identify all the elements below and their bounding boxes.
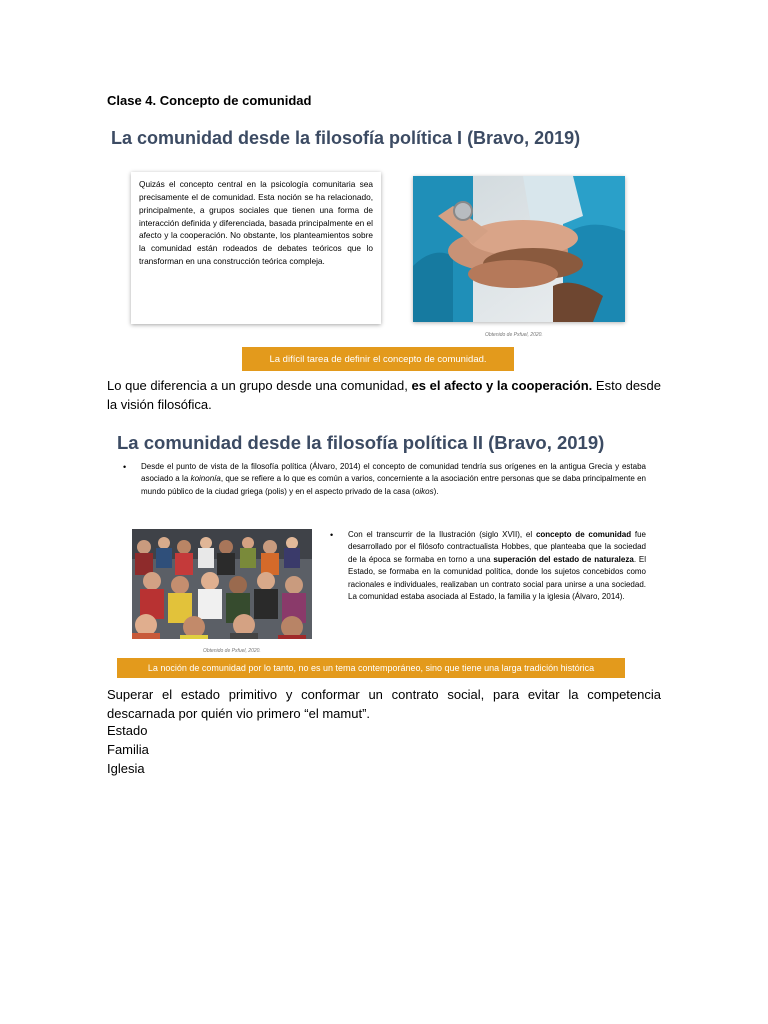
- slide-title: La comunidad desde la filosofía política I (Bravo, 2019): [111, 128, 581, 148]
- bullet-text: ).: [433, 486, 439, 496]
- paragraph-bold-text: es el afecto y la cooperación.: [411, 378, 593, 393]
- paragraph-contrato-social: Superar el estado primitivo y conformar un contrato social, para evitar la competencia descarnada por quién vio primero “el mamut”.: [107, 687, 661, 721]
- image-credit: Obtenido de Pxfuel, 2020.: [203, 648, 261, 654]
- bullet-origenes-grecia: [141, 461, 646, 498]
- bullet-bold-term: superación del estado de naturaleza: [493, 554, 634, 564]
- image-credit: Obtenido de Pxfuel, 2020.: [485, 332, 543, 338]
- paragraph-afecto-cooperacion: [107, 376, 661, 414]
- document-heading: Clase 4. Concepto de comunidad: [107, 93, 312, 108]
- bullet-hobbes-ilustracion: [348, 529, 646, 603]
- list-item-iglesia: Iglesia: [107, 761, 145, 776]
- bullet-text: , que se refiere a lo que es común a varios, concerniente a la asociación entre personas que se daba principalmente en mundo público de la ciudad griega (polis) y en el aspecto privado de la casa (: [141, 474, 646, 496]
- slide-caption-bar: La noción de comunidad por lo tanto, no es un tema contemporáneo, sino que tiene una larga tradición histórica: [117, 658, 625, 678]
- bullet-italic-term: oikos: [414, 486, 434, 496]
- paragraph-text: Esto desde la visión filosófica.: [107, 378, 662, 412]
- slide-title: La comunidad desde la filosofía política II (Bravo, 2019): [117, 432, 605, 453]
- slide-filosofia-politica-2: [107, 428, 647, 684]
- stacked-hands-photo: [413, 176, 625, 322]
- crowd-photo: [132, 529, 312, 639]
- bullet-text: Desde el punto de vista de la filosofía política (Álvaro, 2014) el concepto de comunidad tendría sus orígenes en la antigua Grecia y estaba asociado a la: [141, 462, 646, 484]
- slide-text-box: Quizás el concepto central en la psicología comunitaria sea precisamente el de comunidad. Esta noción se ha relacionado, principalmente, a grupos sociales que tienen una forma de interacción definida y diferenciada, basada principalmente en el afecto y la cooperación. No obstante, los planteamientos sobre la comunidad están rodeados de debates teóricos que lo transforman en una construcción teórica compleja.: [131, 172, 381, 324]
- list-item-familia: Familia: [107, 742, 149, 757]
- bullet-text: fue desarrollado por el filósofo contractualista Hobbes, que planteaba que la sociedad de la época se formaba en torno a una: [348, 530, 647, 564]
- bullet-bold-term: concepto de comunidad: [535, 530, 632, 539]
- bullet-text: . El Estado, se formaba en la comunidad política, donde los sujetos concebidos como racionales e individuales, realizaban un contrato social para unirse a una sociedad. La comunidad estaba asociada al Estado, la familia y la iglesia (Álvaro, 2014).: [348, 554, 647, 601]
- slide-filosofia-politica-1: [107, 122, 647, 372]
- slide-caption-bar: La difícil tarea de definir el concepto de comunidad.: [242, 347, 514, 371]
- list-item-estado: Estado: [107, 723, 148, 738]
- bullet-italic-term: koinonía: [190, 474, 221, 484]
- paragraph-text: Lo que diferencia a un grupo desde una comunidad,: [107, 378, 412, 393]
- bullet-text: Con el transcurrir de la Ilustración (siglo XVII), el: [348, 530, 536, 539]
